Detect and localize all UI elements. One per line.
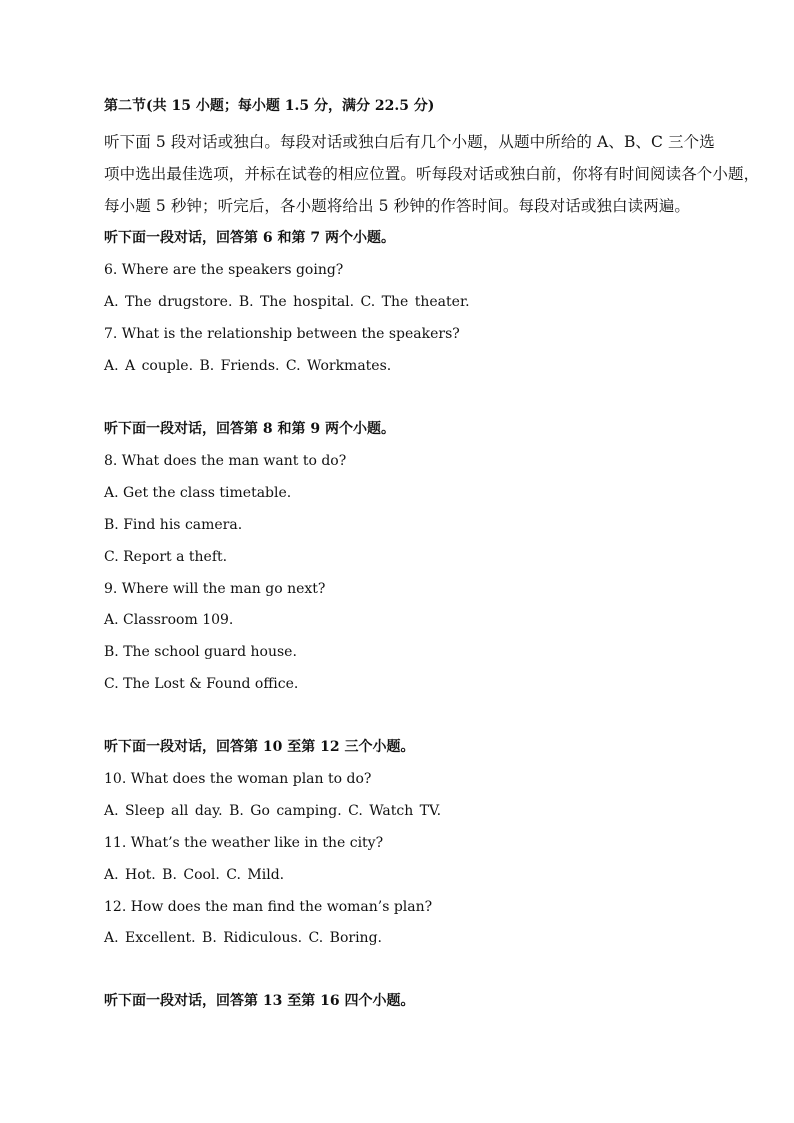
answer-option: C. Report a theft. [104, 549, 228, 565]
question: 11. What’s the weather like in the city? [104, 835, 384, 851]
answer-option: B. The school guard house. [104, 644, 297, 660]
question: 9. Where will the man go next? [104, 581, 326, 597]
answer-options: A. Sleep all day. B. Go camping. C. Watch TV. [104, 803, 442, 819]
instructions-line: 每小题 5 秒钟；听完后，各小题将给出 5 秒钟的作答时间。每段对话或独白读两遍。 [104, 197, 691, 215]
question: 8. What does the man want to do? [104, 453, 347, 469]
answer-options: A. A couple. B. Friends. C. Workmates. [104, 358, 392, 374]
group-heading: 听下面一段对话，回答第 13 至第 16 四个小题。 [104, 993, 415, 1009]
instructions-line: 项中选出最佳选项，并标在试卷的相应位置。听每段对话或独白前，你将有时间阅读各个小题， [104, 165, 760, 183]
question: 12. How does the man find the woman’s plan? [104, 899, 433, 915]
question: 7. What is the relationship between the speakers? [104, 326, 460, 342]
answer-options: A. Excellent. B. Ridiculous. C. Boring. [104, 930, 382, 946]
question: 10. What does the woman plan to do? [104, 771, 372, 787]
answer-option: B. Find his camera. [104, 517, 243, 533]
section-title: 第二节(共 15 小题；每小题 1.5 分，满分 22.5 分) [104, 98, 435, 114]
answer-options: A. Hot. B. Cool. C. Mild. [104, 867, 285, 883]
answer-option: C. The Lost & Found office. [104, 676, 299, 692]
group-heading: 听下面一段对话，回答第 8 和第 9 两个小题。 [104, 421, 395, 437]
answer-option: A. Get the class timetable. [104, 485, 292, 501]
answer-option: A. Classroom 109. [104, 612, 234, 628]
group-heading: 听下面一段对话，回答第 6 和第 7 两个小题。 [104, 230, 395, 246]
answer-options: A. The drugstore. B. The hospital. C. The theater. [104, 294, 470, 310]
instructions-line: 听下面 5 段对话或独白。每段对话或独白后有几个小题，从题中所给的 A、B、C 三个选 [104, 133, 715, 151]
question: 6. Where are the speakers going? [104, 262, 344, 278]
group-heading: 听下面一段对话，回答第 10 至第 12 三个小题。 [104, 739, 415, 755]
